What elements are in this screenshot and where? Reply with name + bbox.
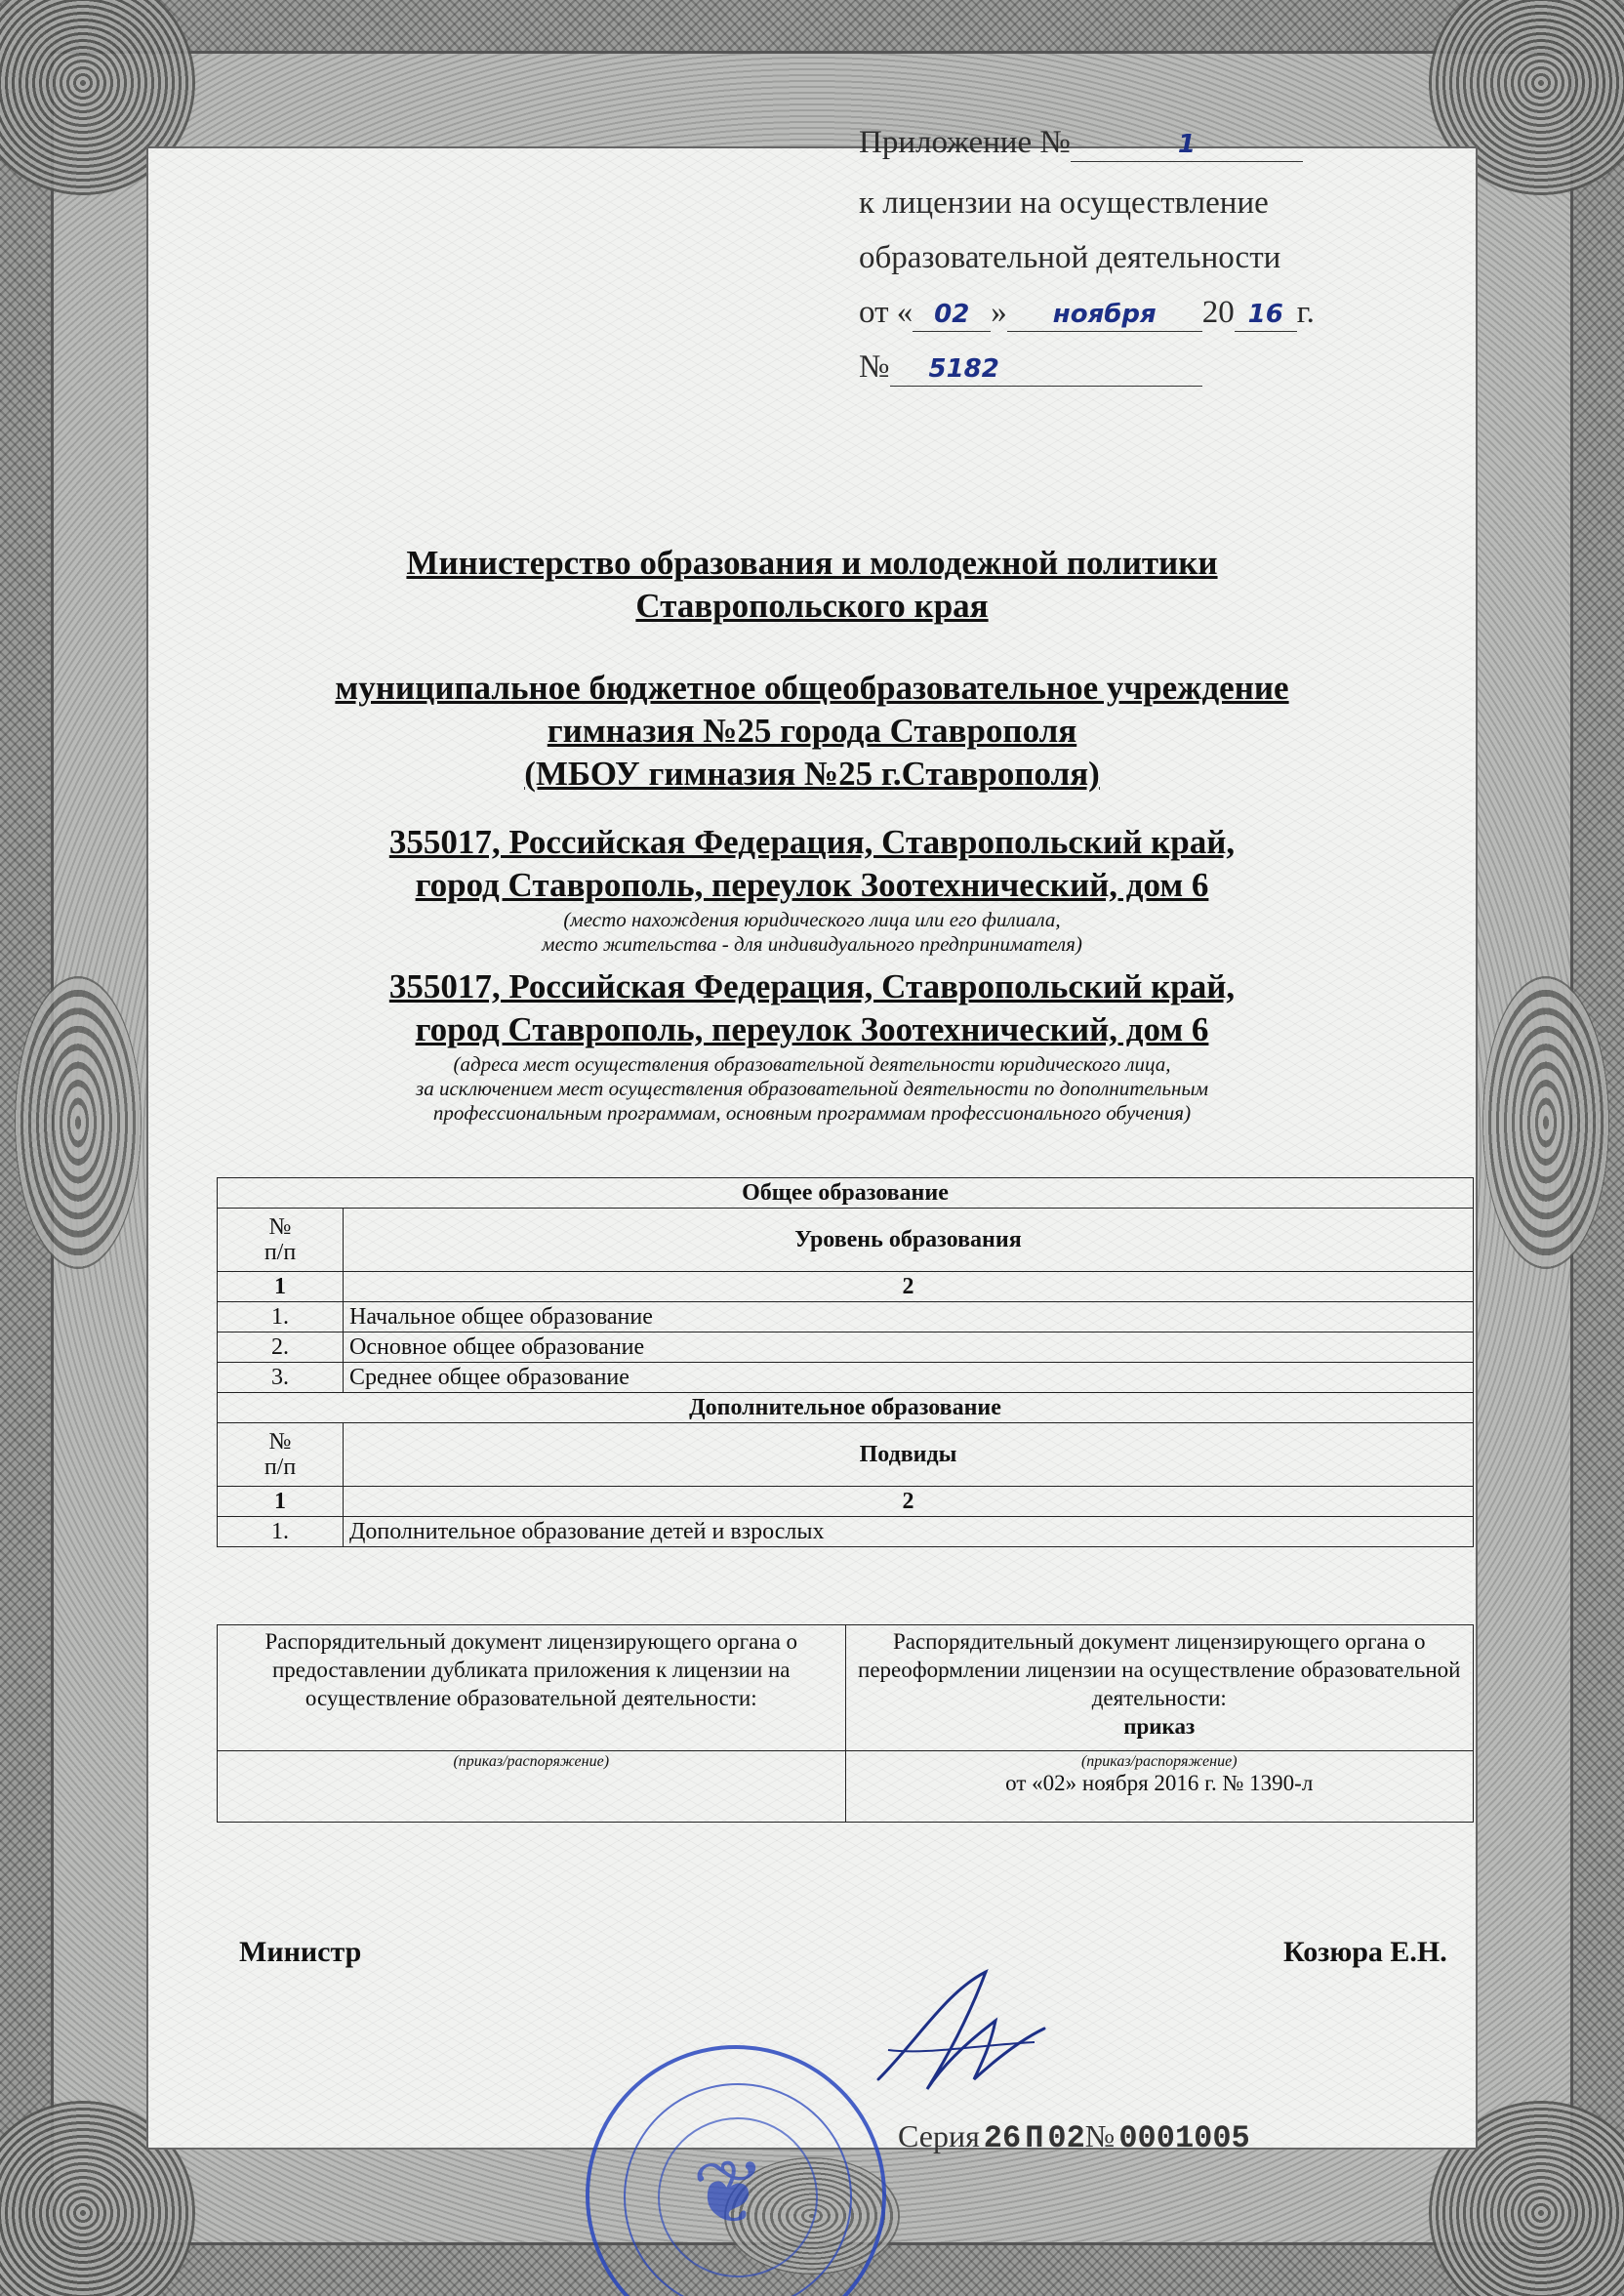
organization-line-1: муниципальное бюджетное общеобразовательное учреждение [335, 669, 1289, 707]
series-label: Серия [898, 2118, 980, 2153]
form-series [898, 2118, 1250, 2156]
side-ornament-left [15, 976, 142, 1269]
row-level: Основное общее образование [344, 1332, 1474, 1363]
duplicate-doc-value-cell [218, 1751, 846, 1823]
reissue-doc-type: приказ [1123, 1714, 1196, 1739]
activity-address-caption-1: (адреса мест осуществления образовательной деятельности юридического лица, [453, 1052, 1171, 1076]
additional-education-title: Дополнительное образование [218, 1393, 1474, 1423]
appendix-date-line [859, 295, 1315, 332]
column-index-2: 2 [344, 1487, 1474, 1517]
series-letter: П [1025, 2120, 1044, 2156]
license-number: 5182 [928, 354, 999, 384]
documents-table [217, 1624, 1474, 1823]
date-day: 02 [934, 300, 970, 329]
appendix-number: 1 [1177, 130, 1196, 159]
year-prefix: 20 [1201, 295, 1235, 330]
activity-address-line-2: город Ставрополь, переулок Зоотехнический, дом 6 [415, 1010, 1209, 1048]
organization-short-name: (МБОУ гимназия №25 г.Ставрополя) [524, 755, 1100, 793]
reissue-doc-caption: (приказ/распоряжение) [1080, 1753, 1238, 1770]
table-row [218, 1332, 1474, 1363]
series-region: 26 [983, 2120, 1022, 2156]
series-number: 0001005 [1118, 2120, 1250, 2156]
legal-address-caption-2: место жительства - для индивидуального предпринимателя) [542, 932, 1082, 956]
column-index-1: 1 [218, 1487, 344, 1517]
signatory-name: Козюра Е.Н. [1283, 1936, 1447, 1968]
table-row [218, 1517, 1474, 1547]
appendix-number-line [859, 125, 1303, 162]
column-number-header: № п/п [218, 1423, 344, 1487]
legal-address-line-2: город Ставрополь, переулок Зоотехнический, дом 6 [415, 866, 1209, 904]
general-education-title: Общее образование [218, 1178, 1474, 1209]
authority-line-2: Ставропольского края [635, 587, 989, 625]
column-index-1: 1 [218, 1272, 344, 1302]
organization-line-2: гимназия №25 города Ставрополя [547, 712, 1077, 750]
row-number: 2. [218, 1332, 344, 1363]
table-row [218, 1363, 1474, 1393]
education-table [217, 1177, 1474, 1547]
appendix-line-2: к лицензии на осуществление [859, 185, 1269, 221]
authority-line-1: Министерство образования и молодежной политики [406, 544, 1218, 582]
appendix-line-3: образовательной деятельности [859, 240, 1281, 275]
license-number-line [859, 349, 1202, 387]
date-open-quote: от « [859, 295, 914, 330]
duplicate-doc-description: Распорядительный документ лицензирующего органа о предоставлении дубликата приложения к лицензии на осуществление образовательной деятельности: [218, 1625, 846, 1751]
row-number: 1. [218, 1302, 344, 1332]
legal-address-caption-1: (место нахождения юридического лица или его филиала, [563, 908, 1061, 931]
activity-address-line-1: 355017, Российская Федерация, Ставропольский край, [388, 967, 1236, 1005]
row-kind: Дополнительное образование детей и взрослых [344, 1517, 1474, 1547]
reissue-order-reference: от «02» ноября 2016 г. № 1390-л [1005, 1771, 1314, 1795]
column-kind-header: Подвиды [344, 1423, 1474, 1487]
series-code: 02 [1047, 2120, 1085, 2156]
row-level: Начальное общее образование [344, 1302, 1474, 1332]
legal-address-line-1: 355017, Российская Федерация, Ставропольский край, [388, 823, 1236, 861]
row-level: Среднее общее образование [344, 1363, 1474, 1393]
series-no-label: № [1084, 2118, 1116, 2153]
license-no-label: № [859, 349, 890, 385]
appendix-label: Приложение № [859, 125, 1071, 160]
row-number: 3. [218, 1363, 344, 1393]
year-suffix: 16 [1247, 300, 1283, 329]
column-number-header: № п/п [218, 1209, 344, 1272]
activity-address-caption-2: за исключением мест осуществления образовательной деятельности по дополнительным [416, 1077, 1208, 1100]
eagle-emblem-icon: ❦ [692, 2146, 766, 2242]
reissue-doc-value-cell [845, 1751, 1474, 1823]
column-index-2: 2 [344, 1272, 1474, 1302]
table-row [218, 1302, 1474, 1332]
side-ornament-right [1482, 976, 1609, 1269]
column-level-header: Уровень образования [344, 1209, 1474, 1272]
date-month: ноября [1052, 300, 1157, 329]
activity-address-caption-3: профессиональным программам, основным программам профессионального обучения) [432, 1101, 1192, 1125]
duplicate-doc-caption: (приказ/распоряжение) [453, 1753, 610, 1770]
reissue-doc-cell [845, 1625, 1474, 1751]
reissue-doc-description: Распорядительный документ лицензирующего органа о переоформлении лицензии на осуществление образовательной деятельности: [858, 1629, 1461, 1710]
row-number: 1. [218, 1517, 344, 1547]
document-field [146, 146, 1478, 2150]
year-g: г. [1296, 295, 1315, 330]
signature-icon [859, 1952, 1054, 2109]
signatory-position: Министр [239, 1936, 362, 1968]
date-close-quote: » [991, 295, 1007, 330]
